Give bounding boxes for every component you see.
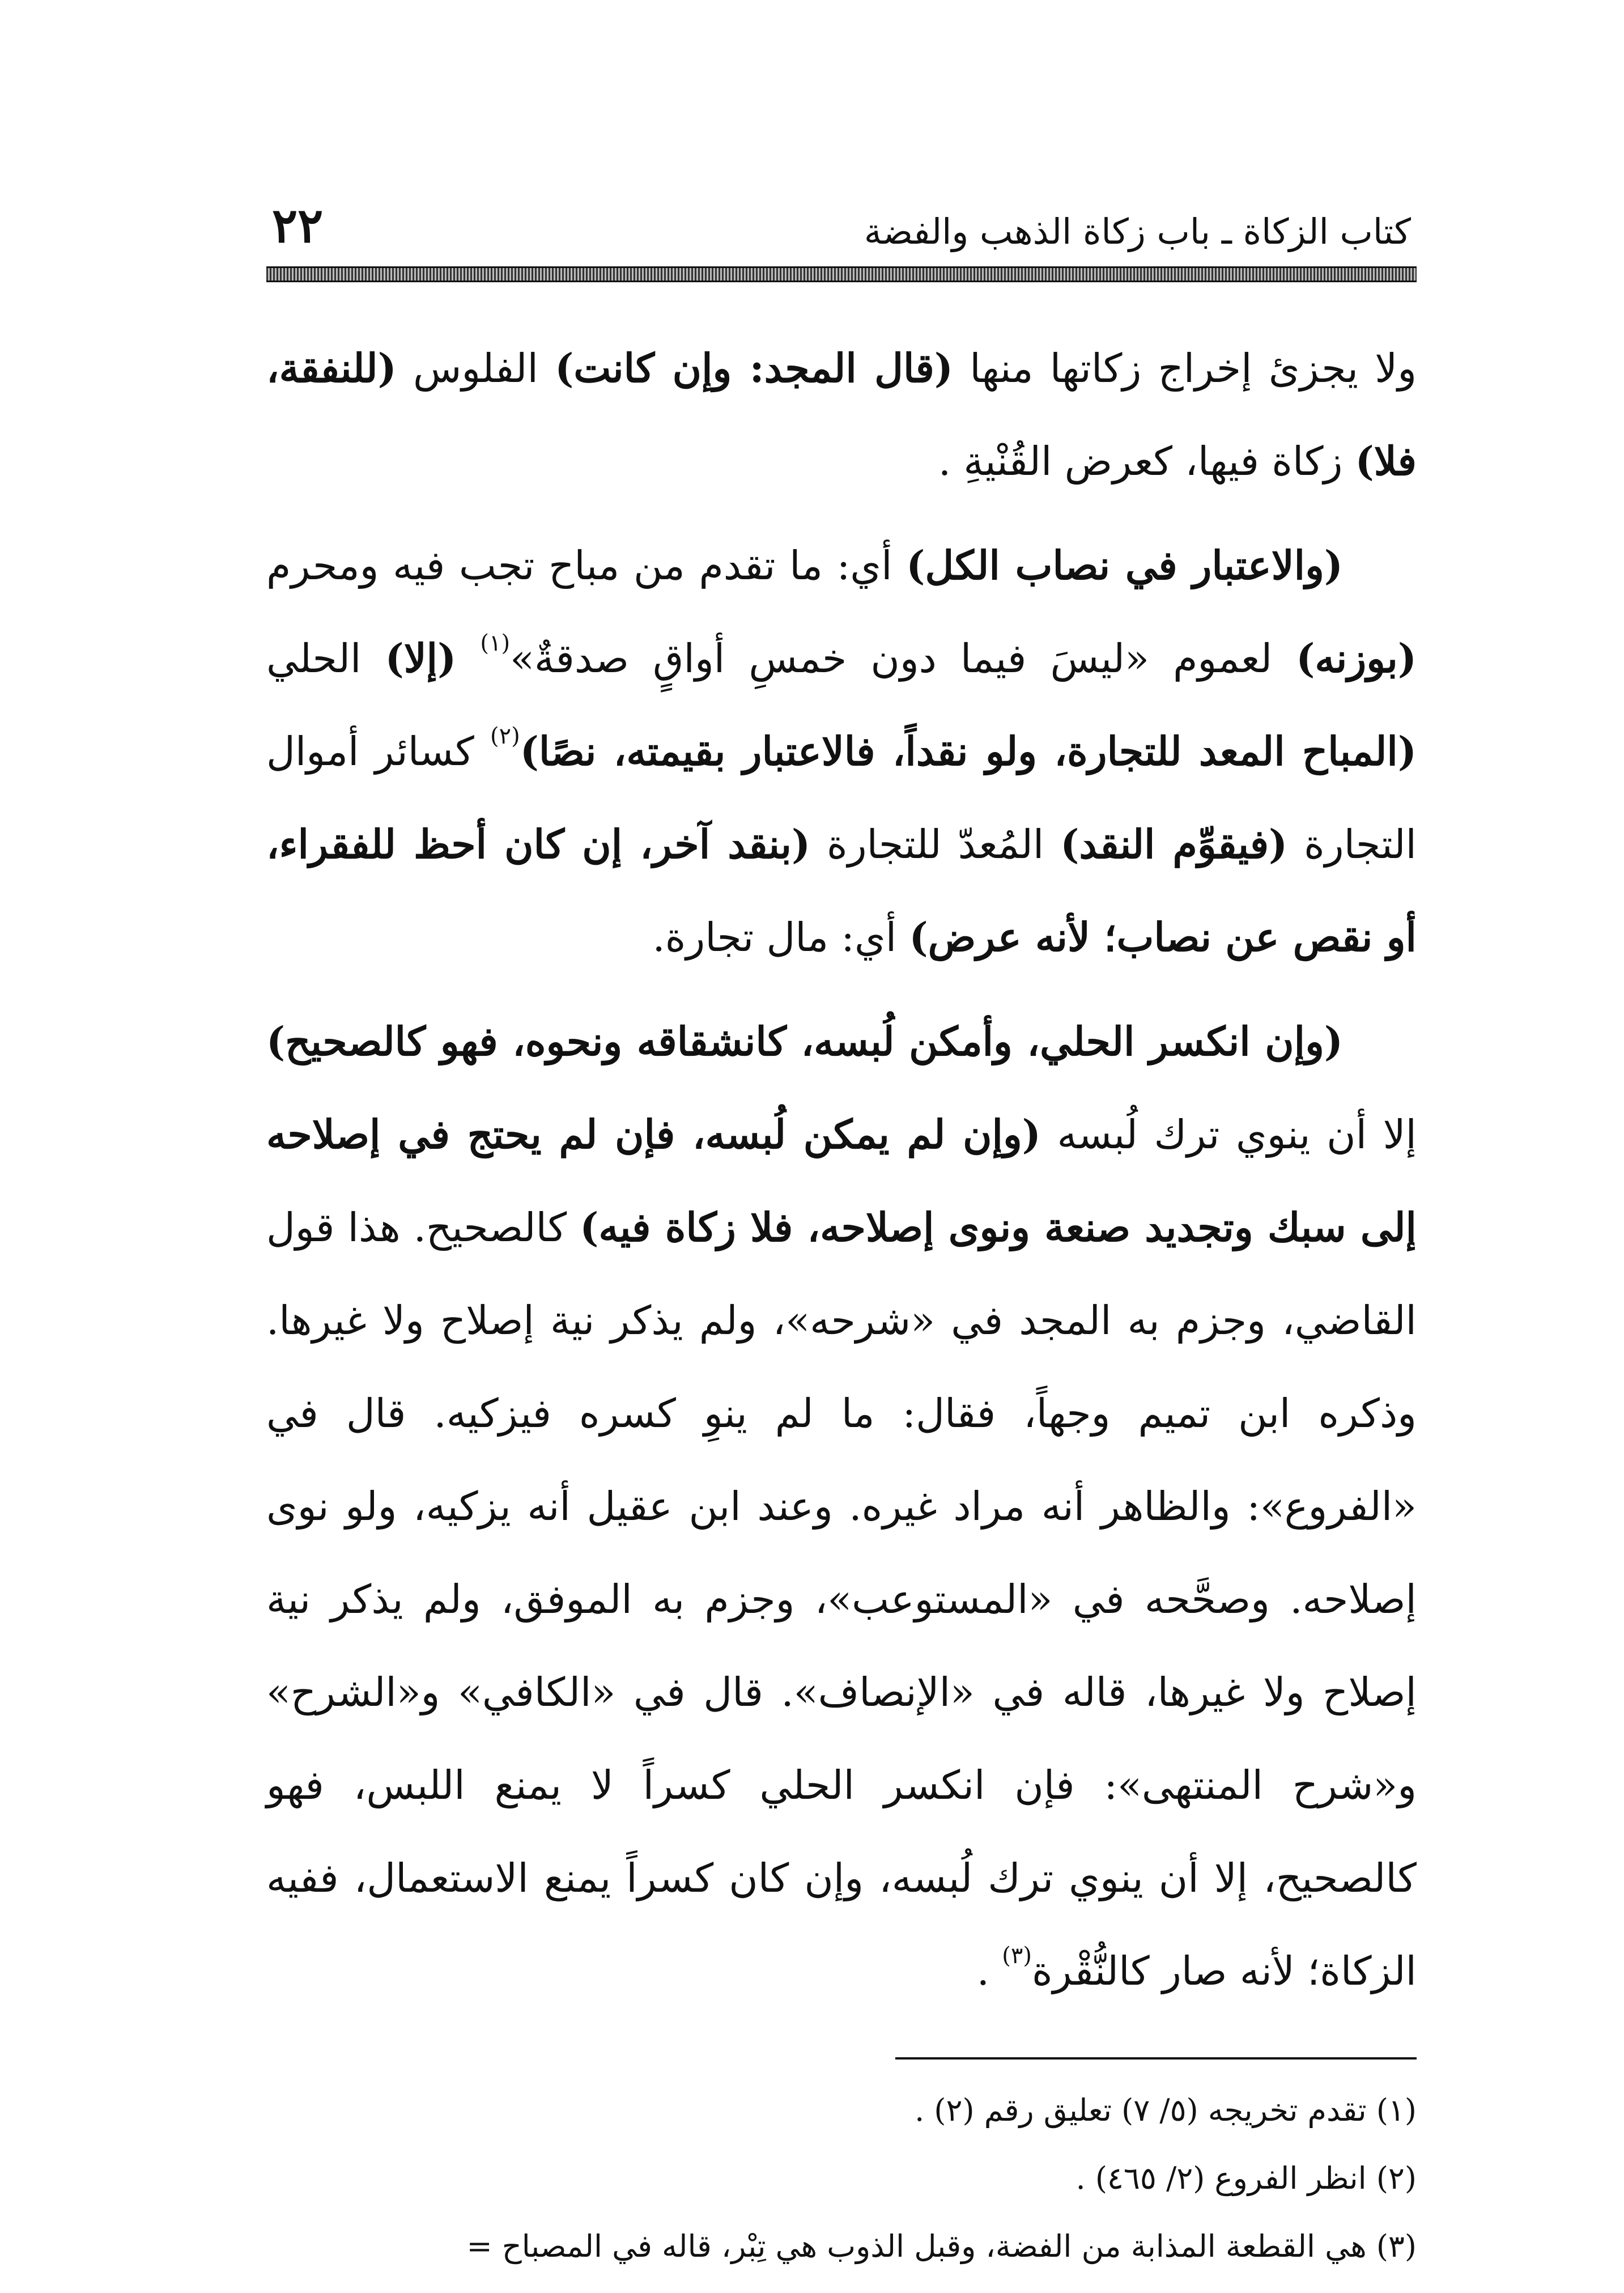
footnote-ref-2[interactable]: (٢) <box>490 723 520 749</box>
page-number: ٢٢ <box>272 197 324 253</box>
text-run <box>456 635 480 682</box>
matn-text: (وإن انكسر الحلي، وأمكن لُبسه، كانشقاقه ونحوه، فهو كالصحيح) <box>266 1018 1343 1065</box>
matn-text: (وإن لم يمكن لُبسه، فإن لم يحتج في إصلاحه إلى سبك وتجديد صنعة ونوى إصلاحه، فلا زكاة فيه) <box>266 1111 1417 1251</box>
text-run: المُعدّ للتجارة <box>810 821 1061 868</box>
book-page <box>266 187 1417 2264</box>
matn-text: (بوزنه) <box>1296 635 1417 682</box>
paragraph-2 <box>266 519 1417 984</box>
text-run: ولا يجزئ إخراج زكاتها منها <box>953 345 1417 392</box>
matn-text: (للنفقة، فلا) <box>266 345 1417 485</box>
footnotes <box>266 2077 1417 2281</box>
matn-text: (والاعتبار في نصاب الكل) <box>906 542 1343 589</box>
text-run: لعموم «ليسَ فيما دون خمسِ أواقٍ صدقةٌ» <box>510 635 1296 682</box>
footnote-ref-1[interactable]: (١) <box>480 630 511 656</box>
matn-text: (المباح المعد للتجارة، ولو نقداً، فالاعتبار بقيمته، نصًا) <box>520 728 1417 775</box>
footnote-3: (٣) هي القطعة المذابة من الفضة، وقبل الذوب هي تِبْر، قاله في المصباح = <box>466 2228 1417 2264</box>
chapter-title: كتاب الزكاة ـ باب زكاة الذهب والفضة <box>864 211 1411 252</box>
text-run: الحلي <box>266 635 385 682</box>
matn-text: (إلا) <box>385 635 457 682</box>
footnote-1: (١) تقدم تخريجه (٥/ ٧) تعليق رقم (٢) . <box>915 2092 1417 2128</box>
matn-text: (فيقوِّم النقد) <box>1060 821 1288 868</box>
footnote-separator <box>895 2057 1417 2060</box>
main-text <box>266 322 1417 2018</box>
paragraph-3 <box>266 995 1417 2018</box>
footnote-2: (٢) انظر الفروع (٢/ ٤٦٥) . <box>1075 2160 1417 2196</box>
header-rule <box>266 266 1417 282</box>
text-run: أي: ما تقدم من مباح تجب فيه ومحرم <box>266 542 907 589</box>
matn-text: (قال المجد: وإن كانت) <box>555 345 953 392</box>
text-run: إلا أن ينوي ترك لُبسه <box>1040 1111 1417 1158</box>
text-run: زكاة فيها، كعرض القُنْيةِ . <box>938 438 1355 485</box>
text-run: أي: مال تجارة. <box>652 914 909 961</box>
text-run: . <box>976 1948 1002 1994</box>
text-run: الفلوس <box>396 345 555 392</box>
text-run: كالصحيح. هذا قول القاضي، وجزم به المجد في «شرحه»، ولم يذكر نية إصلاح ولا غيرها. وذكره ابن تميم وجهاً، فقال: ما لم ينوِ كسره فيزكيه. قال في «الفروع»: والظاهر أنه مراد غيره. وعند ابن عقيل أنه يزكيه، ولو نوى إصلاحه. وصحَّحه في «المستوعب»، وجزم به الموفق، ولم يذكر نية إصلاح ولا غيرها، قاله في «الإنصاف». قال في «الكافي» و«الشرح» و«شرح المنتهى»: فإن انكسر الحلي كسراً لا يمنع اللبس، فهو كالصحيح، إلا أن ينوي ترك لُبسه، وإن كان كسراً يمنع الاستعمال، ففيه الزكاة؛ لأنه صار كالنُّقْرة <box>266 1204 1417 1994</box>
matn-text: (بنقد آخر، إن كان أحظ للفقراء، أو نقص عن نصاب؛ لأنه عرض) <box>266 821 1417 961</box>
paragraph-1 <box>266 322 1417 508</box>
footnote-ref-3[interactable]: (٣) <box>1002 1943 1032 1969</box>
running-header <box>266 187 1417 253</box>
text-run: كسائر أموال التجارة <box>266 728 1417 868</box>
